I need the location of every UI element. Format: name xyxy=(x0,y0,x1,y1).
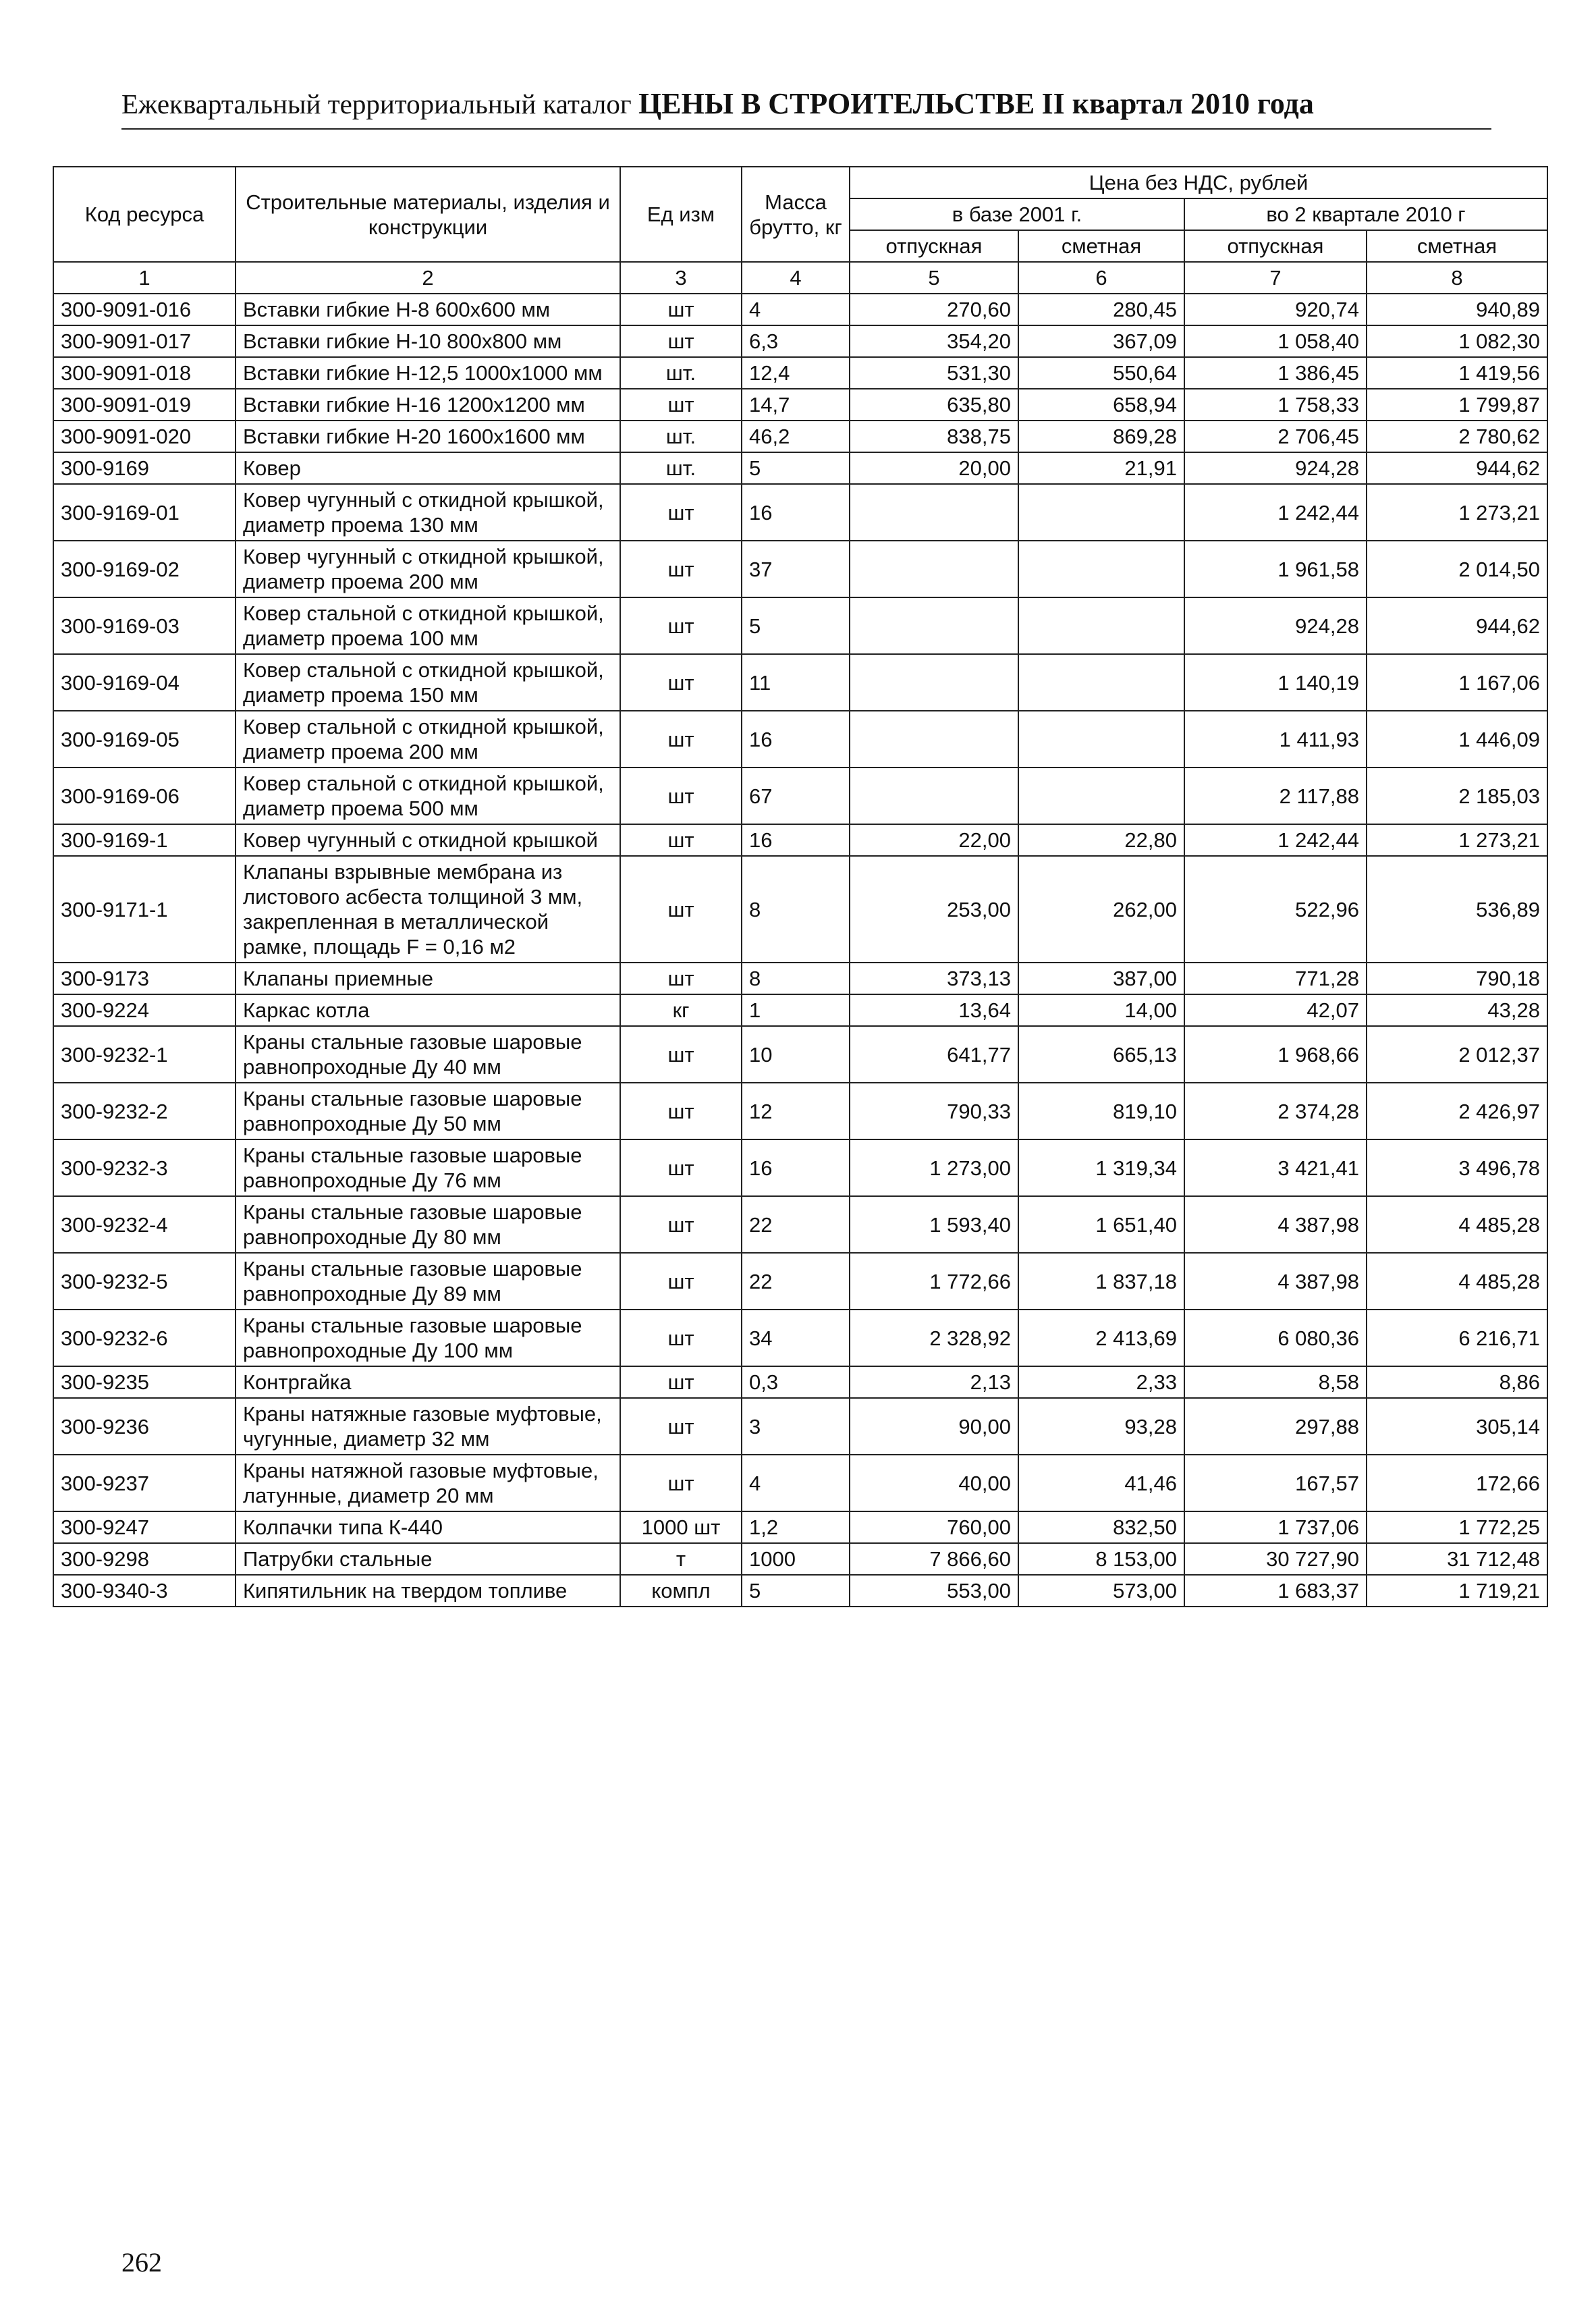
base-wholesale-price xyxy=(850,654,1018,711)
base-wholesale-price xyxy=(850,484,1018,541)
current-wholesale-price: 1 683,37 xyxy=(1184,1575,1367,1607)
current-estimate-price: 536,89 xyxy=(1367,856,1547,963)
catalog-prefix: Ежеквартальный территориальный каталог xyxy=(121,88,632,119)
mass-cell: 5 xyxy=(742,452,850,484)
resource-code: 300-9232-5 xyxy=(53,1253,236,1310)
base-estimate-price xyxy=(1018,711,1184,768)
base-estimate-price: 869,28 xyxy=(1018,421,1184,452)
base-estimate-price: 14,00 xyxy=(1018,994,1184,1026)
current-wholesale-price: 1 961,58 xyxy=(1184,541,1367,597)
table-row xyxy=(53,654,1547,711)
column-number: 3 xyxy=(620,262,742,294)
table-row xyxy=(53,1455,1547,1511)
current-wholesale-price: 924,28 xyxy=(1184,452,1367,484)
resource-code: 300-9169-1 xyxy=(53,824,236,856)
mass-cell: 37 xyxy=(742,541,850,597)
mass-cell: 4 xyxy=(742,1455,850,1511)
mass-cell: 22 xyxy=(742,1196,850,1253)
material-name: Вставки гибкие Н-16 1200х1200 мм xyxy=(236,389,620,421)
col-header-name: Строительные материалы, изделия и конструкции xyxy=(236,167,620,262)
resource-code: 300-9091-018 xyxy=(53,357,236,389)
current-estimate-price: 1 772,25 xyxy=(1367,1511,1547,1543)
current-wholesale-price: 1 242,44 xyxy=(1184,484,1367,541)
unit-cell: шт xyxy=(620,768,742,824)
current-estimate-price: 8,86 xyxy=(1367,1366,1547,1398)
table-row xyxy=(53,1398,1547,1455)
column-number: 5 xyxy=(850,262,1018,294)
material-name: Ковер чугунный с откидной крышкой, диаметр проема 200 мм xyxy=(236,541,620,597)
column-number: 4 xyxy=(742,262,850,294)
mass-cell: 6,3 xyxy=(742,325,850,357)
material-name: Клапаны приемные xyxy=(236,963,620,994)
unit-cell: шт xyxy=(620,654,742,711)
base-estimate-price xyxy=(1018,541,1184,597)
unit-cell: шт xyxy=(620,541,742,597)
resource-code: 300-9169-02 xyxy=(53,541,236,597)
mass-cell: 1 xyxy=(742,994,850,1026)
table-row xyxy=(53,1310,1547,1366)
current-estimate-price: 944,62 xyxy=(1367,597,1547,654)
base-estimate-price xyxy=(1018,597,1184,654)
mass-cell: 5 xyxy=(742,1575,850,1607)
base-wholesale-price: 790,33 xyxy=(850,1083,1018,1139)
col-header-price-group: Цена без НДС, рублей xyxy=(850,167,1547,198)
unit-cell: шт. xyxy=(620,452,742,484)
current-estimate-price: 1 446,09 xyxy=(1367,711,1547,768)
material-name: Вставки гибкие Н-20 1600х1600 мм xyxy=(236,421,620,452)
current-estimate-price: 790,18 xyxy=(1367,963,1547,994)
catalog-period: II квартал 2010 года xyxy=(1041,87,1314,120)
table-row xyxy=(53,1026,1547,1083)
base-estimate-price: 573,00 xyxy=(1018,1575,1184,1607)
material-name: Клапаны взрывные мембрана из листового асбеста толщиной 3 мм, закрепленная в металлической рамке, площадь F = 0,16 м2 xyxy=(236,856,620,963)
material-name: Ковер стальной с откидной крышкой, диаметр проема 100 мм xyxy=(236,597,620,654)
resource-code: 300-9232-3 xyxy=(53,1139,236,1196)
table-row xyxy=(53,1366,1547,1398)
unit-cell: шт xyxy=(620,1455,742,1511)
current-wholesale-price: 1 242,44 xyxy=(1184,824,1367,856)
current-estimate-price: 172,66 xyxy=(1367,1455,1547,1511)
resource-code: 300-9232-4 xyxy=(53,1196,236,1253)
material-name: Краны натяжные газовые муфтовые, чугунные, диаметр 32 мм xyxy=(236,1398,620,1455)
resource-code: 300-9169-01 xyxy=(53,484,236,541)
current-estimate-price: 3 496,78 xyxy=(1367,1139,1547,1196)
table-row xyxy=(53,1083,1547,1139)
unit-cell: шт xyxy=(620,1196,742,1253)
base-wholesale-price: 553,00 xyxy=(850,1575,1018,1607)
resource-code: 300-9340-3 xyxy=(53,1575,236,1607)
current-wholesale-price: 297,88 xyxy=(1184,1398,1367,1455)
material-name: Краны стальные газовые шаровые равнопроходные Ду 80 мм xyxy=(236,1196,620,1253)
current-estimate-price: 2 780,62 xyxy=(1367,421,1547,452)
base-estimate-price: 665,13 xyxy=(1018,1026,1184,1083)
current-estimate-price: 2 012,37 xyxy=(1367,1026,1547,1083)
col-header-base-wholesale: отпускная xyxy=(850,230,1018,262)
resource-code: 300-9091-017 xyxy=(53,325,236,357)
unit-cell: шт xyxy=(620,1310,742,1366)
material-name: Колпачки типа К-440 xyxy=(236,1511,620,1543)
current-estimate-price: 1 799,87 xyxy=(1367,389,1547,421)
col-header-base-2001: в базе 2001 г. xyxy=(850,198,1184,230)
material-name: Вставки гибкие Н-12,5 1000х1000 мм xyxy=(236,357,620,389)
mass-cell: 10 xyxy=(742,1026,850,1083)
table-row xyxy=(53,856,1547,963)
base-estimate-price xyxy=(1018,484,1184,541)
table-row xyxy=(53,768,1547,824)
column-number: 1 xyxy=(53,262,236,294)
column-number: 7 xyxy=(1184,262,1367,294)
material-name: Патрубки стальные xyxy=(236,1543,620,1575)
resource-code: 300-9169-04 xyxy=(53,654,236,711)
unit-cell: шт xyxy=(620,963,742,994)
material-name: Ковер стальной с откидной крышкой, диаметр проема 500 мм xyxy=(236,768,620,824)
material-name: Контргайка xyxy=(236,1366,620,1398)
base-estimate-price: 21,91 xyxy=(1018,452,1184,484)
current-wholesale-price: 6 080,36 xyxy=(1184,1310,1367,1366)
current-estimate-price: 2 014,50 xyxy=(1367,541,1547,597)
resource-code: 300-9091-020 xyxy=(53,421,236,452)
table-row xyxy=(53,421,1547,452)
unit-cell: шт xyxy=(620,856,742,963)
base-wholesale-price: 13,64 xyxy=(850,994,1018,1026)
current-wholesale-price: 1 968,66 xyxy=(1184,1026,1367,1083)
table-row xyxy=(53,711,1547,768)
base-estimate-price xyxy=(1018,768,1184,824)
unit-cell: шт xyxy=(620,294,742,325)
resource-code: 300-9247 xyxy=(53,1511,236,1543)
base-wholesale-price: 1 772,66 xyxy=(850,1253,1018,1310)
unit-cell: шт xyxy=(620,1253,742,1310)
resource-code: 300-9235 xyxy=(53,1366,236,1398)
resource-code: 300-9169 xyxy=(53,452,236,484)
base-wholesale-price: 760,00 xyxy=(850,1511,1018,1543)
mass-cell: 1,2 xyxy=(742,1511,850,1543)
base-wholesale-price xyxy=(850,541,1018,597)
current-wholesale-price: 1 058,40 xyxy=(1184,325,1367,357)
current-wholesale-price: 8,58 xyxy=(1184,1366,1367,1398)
table-row xyxy=(53,1253,1547,1310)
base-estimate-price: 280,45 xyxy=(1018,294,1184,325)
mass-cell: 34 xyxy=(742,1310,850,1366)
unit-cell: шт. xyxy=(620,357,742,389)
mass-cell: 22 xyxy=(742,1253,850,1310)
table-row xyxy=(53,1543,1547,1575)
table-body xyxy=(53,294,1547,1607)
base-estimate-price: 1 319,34 xyxy=(1018,1139,1184,1196)
base-estimate-price: 832,50 xyxy=(1018,1511,1184,1543)
col-header-base-estimate: сметная xyxy=(1018,230,1184,262)
column-number: 8 xyxy=(1367,262,1547,294)
current-estimate-price: 1 419,56 xyxy=(1367,357,1547,389)
resource-code: 300-9237 xyxy=(53,1455,236,1511)
current-estimate-price: 4 485,28 xyxy=(1367,1196,1547,1253)
material-name: Вставки гибкие Н-8 600х600 мм xyxy=(236,294,620,325)
current-estimate-price: 2 426,97 xyxy=(1367,1083,1547,1139)
current-estimate-price: 1 719,21 xyxy=(1367,1575,1547,1607)
current-wholesale-price: 1 758,33 xyxy=(1184,389,1367,421)
col-header-unit: Ед изм xyxy=(620,167,742,262)
base-estimate-price: 93,28 xyxy=(1018,1398,1184,1455)
unit-cell: т xyxy=(620,1543,742,1575)
current-wholesale-price: 30 727,90 xyxy=(1184,1543,1367,1575)
material-name: Ковер чугунный с откидной крышкой xyxy=(236,824,620,856)
column-number-row xyxy=(53,262,1547,294)
current-estimate-price: 1 273,21 xyxy=(1367,824,1547,856)
base-estimate-price: 550,64 xyxy=(1018,357,1184,389)
current-wholesale-price: 2 706,45 xyxy=(1184,421,1367,452)
base-wholesale-price: 838,75 xyxy=(850,421,1018,452)
current-estimate-price: 305,14 xyxy=(1367,1398,1547,1455)
current-estimate-price: 1 082,30 xyxy=(1367,325,1547,357)
resource-code: 300-9298 xyxy=(53,1543,236,1575)
material-name: Краны стальные газовые шаровые равнопроходные Ду 100 мм xyxy=(236,1310,620,1366)
table-row xyxy=(53,1511,1547,1543)
unit-cell: кг xyxy=(620,994,742,1026)
unit-cell: шт xyxy=(620,1366,742,1398)
material-name: Ковер xyxy=(236,452,620,484)
current-estimate-price: 2 185,03 xyxy=(1367,768,1547,824)
mass-cell: 16 xyxy=(742,1139,850,1196)
base-estimate-price xyxy=(1018,654,1184,711)
base-wholesale-price xyxy=(850,711,1018,768)
resource-code: 300-9232-1 xyxy=(53,1026,236,1083)
base-wholesale-price: 354,20 xyxy=(850,325,1018,357)
material-name: Ковер стальной с откидной крышкой, диаметр проема 200 мм xyxy=(236,711,620,768)
mass-cell: 12,4 xyxy=(742,357,850,389)
base-estimate-price: 2,33 xyxy=(1018,1366,1184,1398)
table-row xyxy=(53,484,1547,541)
resource-code: 300-9171-1 xyxy=(53,856,236,963)
material-name: Краны стальные газовые шаровые равнопроходные Ду 50 мм xyxy=(236,1083,620,1139)
resource-code: 300-9091-016 xyxy=(53,294,236,325)
mass-cell: 0,3 xyxy=(742,1366,850,1398)
current-estimate-price: 940,89 xyxy=(1367,294,1547,325)
base-wholesale-price: 2 328,92 xyxy=(850,1310,1018,1366)
col-header-code: Код ресурса xyxy=(53,167,236,262)
material-name: Краны натяжной газовые муфтовые, латунные, диаметр 20 мм xyxy=(236,1455,620,1511)
unit-cell: шт xyxy=(620,484,742,541)
current-wholesale-price: 4 387,98 xyxy=(1184,1253,1367,1310)
current-wholesale-price: 1 386,45 xyxy=(1184,357,1367,389)
unit-cell: шт xyxy=(620,824,742,856)
table-header xyxy=(53,167,1547,294)
base-wholesale-price: 641,77 xyxy=(850,1026,1018,1083)
base-estimate-price: 367,09 xyxy=(1018,325,1184,357)
resource-code: 300-9169-03 xyxy=(53,597,236,654)
base-wholesale-price: 7 866,60 xyxy=(850,1543,1018,1575)
base-wholesale-price: 22,00 xyxy=(850,824,1018,856)
resource-code: 300-9173 xyxy=(53,963,236,994)
mass-cell: 46,2 xyxy=(742,421,850,452)
base-wholesale-price: 20,00 xyxy=(850,452,1018,484)
resource-code: 300-9224 xyxy=(53,994,236,1026)
unit-cell: шт. xyxy=(620,421,742,452)
header-rule xyxy=(121,128,1491,130)
material-name: Вставки гибкие Н-10 800х800 мм xyxy=(236,325,620,357)
current-wholesale-price: 1 411,93 xyxy=(1184,711,1367,768)
mass-cell: 11 xyxy=(742,654,850,711)
base-estimate-price: 387,00 xyxy=(1018,963,1184,994)
price-table xyxy=(53,166,1548,1607)
col-header-current-estimate: сметная xyxy=(1367,230,1547,262)
current-wholesale-price: 2 374,28 xyxy=(1184,1083,1367,1139)
current-wholesale-price: 2 117,88 xyxy=(1184,768,1367,824)
resource-code: 300-9169-06 xyxy=(53,768,236,824)
current-wholesale-price: 167,57 xyxy=(1184,1455,1367,1511)
mass-cell: 67 xyxy=(742,768,850,824)
table-row xyxy=(53,597,1547,654)
column-number: 2 xyxy=(236,262,620,294)
table-row xyxy=(53,389,1547,421)
base-estimate-price: 22,80 xyxy=(1018,824,1184,856)
col-header-q2-2010: во 2 квартале 2010 г xyxy=(1184,198,1547,230)
base-estimate-price: 1 651,40 xyxy=(1018,1196,1184,1253)
material-name: Ковер стальной с откидной крышкой, диаметр проема 150 мм xyxy=(236,654,620,711)
base-wholesale-price: 1 593,40 xyxy=(850,1196,1018,1253)
table-row xyxy=(53,994,1547,1026)
resource-code: 300-9232-2 xyxy=(53,1083,236,1139)
current-estimate-price: 4 485,28 xyxy=(1367,1253,1547,1310)
page-number: 262 xyxy=(121,2247,162,2278)
resource-code: 300-9236 xyxy=(53,1398,236,1455)
table-row xyxy=(53,824,1547,856)
unit-cell: компл xyxy=(620,1575,742,1607)
base-wholesale-price: 373,13 xyxy=(850,963,1018,994)
table-row xyxy=(53,325,1547,357)
table-row xyxy=(53,541,1547,597)
unit-cell: шт xyxy=(620,1083,742,1139)
base-wholesale-price: 531,30 xyxy=(850,357,1018,389)
mass-cell: 8 xyxy=(742,963,850,994)
base-wholesale-price: 1 273,00 xyxy=(850,1139,1018,1196)
base-wholesale-price xyxy=(850,768,1018,824)
resource-code: 300-9091-019 xyxy=(53,389,236,421)
mass-cell: 16 xyxy=(742,711,850,768)
base-estimate-price: 1 837,18 xyxy=(1018,1253,1184,1310)
current-wholesale-price: 1 737,06 xyxy=(1184,1511,1367,1543)
unit-cell: шт xyxy=(620,1398,742,1455)
current-wholesale-price: 1 140,19 xyxy=(1184,654,1367,711)
current-estimate-price: 944,62 xyxy=(1367,452,1547,484)
mass-cell: 1000 xyxy=(742,1543,850,1575)
base-estimate-price: 658,94 xyxy=(1018,389,1184,421)
base-wholesale-price: 270,60 xyxy=(850,294,1018,325)
unit-cell: шт xyxy=(620,1139,742,1196)
mass-cell: 16 xyxy=(742,824,850,856)
table-row xyxy=(53,452,1547,484)
page-header xyxy=(121,86,1464,121)
current-estimate-price: 1 273,21 xyxy=(1367,484,1547,541)
col-header-mass: Масса брутто, кг xyxy=(742,167,850,262)
current-estimate-price: 1 167,06 xyxy=(1367,654,1547,711)
mass-cell: 16 xyxy=(742,484,850,541)
base-estimate-price: 819,10 xyxy=(1018,1083,1184,1139)
base-wholesale-price xyxy=(850,597,1018,654)
current-estimate-price: 31 712,48 xyxy=(1367,1543,1547,1575)
base-wholesale-price: 635,80 xyxy=(850,389,1018,421)
base-estimate-price: 8 153,00 xyxy=(1018,1543,1184,1575)
current-estimate-price: 43,28 xyxy=(1367,994,1547,1026)
base-estimate-price: 41,46 xyxy=(1018,1455,1184,1511)
unit-cell: шт xyxy=(620,1026,742,1083)
current-wholesale-price: 920,74 xyxy=(1184,294,1367,325)
resource-code: 300-9169-05 xyxy=(53,711,236,768)
mass-cell: 5 xyxy=(742,597,850,654)
current-wholesale-price: 4 387,98 xyxy=(1184,1196,1367,1253)
material-name: Краны стальные газовые шаровые равнопроходные Ду 40 мм xyxy=(236,1026,620,1083)
table-row xyxy=(53,1139,1547,1196)
unit-cell: шт xyxy=(620,325,742,357)
base-wholesale-price: 40,00 xyxy=(850,1455,1018,1511)
mass-cell: 3 xyxy=(742,1398,850,1455)
mass-cell: 4 xyxy=(742,294,850,325)
material-name: Кипятильник на твердом топливе xyxy=(236,1575,620,1607)
unit-cell: шт xyxy=(620,389,742,421)
catalog-title: ЦЕНЫ В СТРОИТЕЛЬСТВЕ xyxy=(638,87,1035,120)
current-wholesale-price: 42,07 xyxy=(1184,994,1367,1026)
base-wholesale-price: 90,00 xyxy=(850,1398,1018,1455)
table-row xyxy=(53,1196,1547,1253)
base-wholesale-price: 253,00 xyxy=(850,856,1018,963)
current-estimate-price: 6 216,71 xyxy=(1367,1310,1547,1366)
material-name: Краны стальные газовые шаровые равнопроходные Ду 76 мм xyxy=(236,1139,620,1196)
table-row xyxy=(53,963,1547,994)
mass-cell: 12 xyxy=(742,1083,850,1139)
mass-cell: 8 xyxy=(742,856,850,963)
base-wholesale-price: 2,13 xyxy=(850,1366,1018,1398)
current-wholesale-price: 522,96 xyxy=(1184,856,1367,963)
unit-cell: шт xyxy=(620,711,742,768)
mass-cell: 14,7 xyxy=(742,389,850,421)
base-estimate-price: 262,00 xyxy=(1018,856,1184,963)
resource-code: 300-9232-6 xyxy=(53,1310,236,1366)
col-header-current-wholesale: отпускная xyxy=(1184,230,1367,262)
column-number: 6 xyxy=(1018,262,1184,294)
current-wholesale-price: 771,28 xyxy=(1184,963,1367,994)
unit-cell: шт xyxy=(620,597,742,654)
base-estimate-price: 2 413,69 xyxy=(1018,1310,1184,1366)
material-name: Ковер чугунный с откидной крышкой, диаметр проема 130 мм xyxy=(236,484,620,541)
material-name: Краны стальные газовые шаровые равнопроходные Ду 89 мм xyxy=(236,1253,620,1310)
material-name: Каркас котла xyxy=(236,994,620,1026)
current-wholesale-price: 3 421,41 xyxy=(1184,1139,1367,1196)
unit-cell: 1000 шт xyxy=(620,1511,742,1543)
table-row xyxy=(53,294,1547,325)
table-row xyxy=(53,357,1547,389)
current-wholesale-price: 924,28 xyxy=(1184,597,1367,654)
table-row xyxy=(53,1575,1547,1607)
